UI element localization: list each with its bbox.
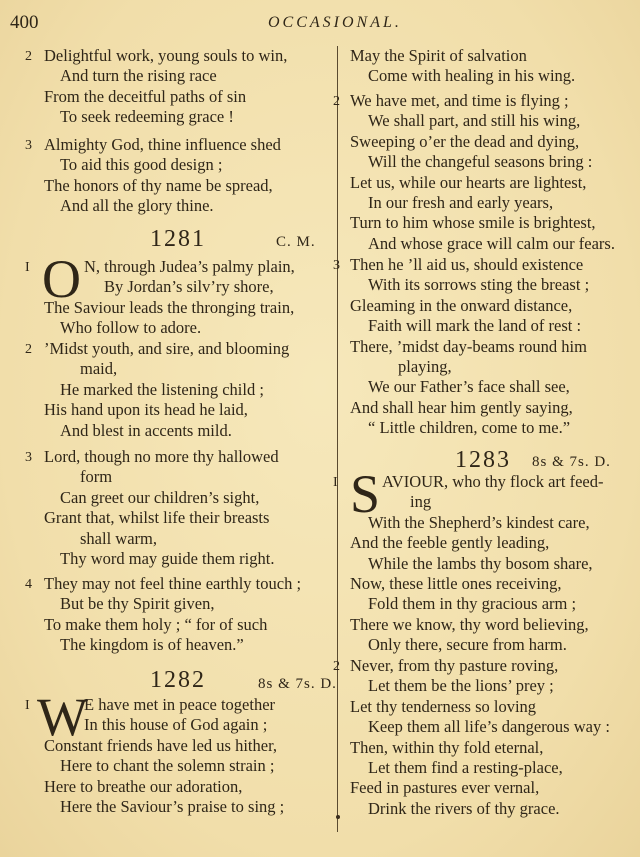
hymn-line: While the lambs thy bosom share, [368, 553, 593, 573]
hymn-line: Turn to him whose smile is brightest, [350, 213, 596, 233]
hymn-line: Will the changeful seasons bring : [368, 152, 593, 172]
hymn-line: And the feeble gently leading, [350, 533, 550, 553]
hymn-line: Drink the rivers of thy grace. [368, 798, 560, 818]
hymn-line: N, through Judea’s palmy plain, [84, 257, 295, 276]
verse-number: I [333, 475, 338, 490]
hymn-line: In this house of God again ; [84, 715, 268, 735]
hymn-line: With its sorrows sting the breast ; [368, 275, 590, 295]
hymn-line: Come with healing in his wing. [368, 66, 576, 86]
hymn-line: The Saviour leads the thronging train, [44, 297, 295, 317]
hymn-line: playing, [398, 357, 452, 376]
hymn-line: Here the Saviour’s praise to sing ; [60, 797, 285, 816]
hymn-line: His hand upon its head he laid, [44, 400, 248, 420]
hymn-line: Only there, secure from harm. [368, 635, 567, 655]
hymn-line: From the deceitful paths of sin [44, 86, 247, 106]
hymn-line: The honors of thy name be spread, [44, 175, 273, 195]
hymn-line: With the Shepherd’s kindest care, [368, 512, 590, 532]
hymn-number: 1281 [150, 226, 206, 252]
hymn-line: We have met, and time is flying ; [350, 91, 569, 110]
drop-cap: O [42, 249, 81, 309]
drop-cap: S [350, 464, 381, 524]
hymn-line: Feed in pastures ever vernal, [350, 778, 540, 798]
column-divider [337, 46, 338, 832]
verse-number: 3 [25, 450, 32, 465]
hymn-line: And shall hear him gently saying, [350, 397, 573, 417]
hymn-line: Lord, though no more thy hallowed [44, 447, 279, 466]
page-number: 400 [10, 12, 39, 33]
hymn-line: Faith will mark the land of rest : [368, 316, 582, 336]
bullet-mark [336, 815, 340, 819]
hymn-line: Delightful work, young souls to win, [44, 46, 288, 65]
hymn-line: Gleaming in the onward distance, [350, 295, 573, 315]
verse-number: 2 [333, 659, 340, 674]
hymn-line: To make them holy ; “ for of such [44, 614, 268, 634]
hymn-line: May the Spirit of salvation [350, 46, 527, 65]
verse-number: 2 [333, 94, 340, 109]
hymn-line: Let them be the lions’ prey ; [368, 676, 554, 696]
hymn-line: Keep them all life’s dangerous way : [368, 717, 610, 737]
hymn-number: 1282 [150, 667, 206, 693]
hymn-line: Fold them in thy gracious arm ; [368, 594, 577, 614]
verse-number: 2 [25, 342, 32, 357]
running-head: OCCASIONAL. [268, 14, 402, 31]
hymn-line: “ Little children, come to me.” [368, 418, 571, 438]
hymn-line: Never, from thy pasture roving, [350, 656, 559, 675]
hymn-number: 1283 [455, 447, 511, 473]
hymn-line: Let thy tenderness so loving [350, 696, 537, 716]
hymn-line: There we know, thy word believing, [350, 614, 589, 634]
hymn-line: E have met in peace together [84, 695, 276, 714]
hymn-line: Constant friends have led us hither, [44, 735, 278, 755]
hymn-line: Who follow to adore. [60, 318, 202, 338]
hymn-line: And blest in accents mild. [60, 420, 232, 440]
hymn-line: Almighty God, thine influence shed [44, 135, 281, 154]
hymn-line: form [80, 467, 113, 487]
hymn-line: Here to breathe our adoration, [44, 776, 243, 796]
verse-number: 3 [25, 138, 32, 153]
hymn-meter: 8s & 7s. D. [532, 454, 611, 470]
hymn-meter: C. M. [276, 234, 316, 250]
verse-number: I [25, 698, 30, 713]
hymn-line: We our Father’s face shall see, [368, 377, 570, 397]
verse-number: 4 [25, 577, 32, 592]
hymn-line: ing [410, 492, 432, 512]
hymn-line: Here to chant the solemn strain ; [60, 756, 275, 776]
hymn-line: There, ’midst day-beams round him [350, 336, 587, 356]
hymn-line: Can greet our children’s sight, [60, 487, 260, 507]
drop-cap: W [37, 687, 88, 747]
verse-number: 3 [333, 258, 340, 273]
hymn-line: Thy word may guide them right. [60, 549, 275, 568]
hymn-line: By Jordan’s silv’ry shore, [104, 277, 274, 297]
hymn-line: He marked the listening child ; [60, 379, 264, 399]
hymn-line: And whose grace will calm our fears. [368, 233, 615, 253]
hymn-line: Now, these little ones receiving, [350, 574, 562, 593]
hymn-line: The kingdom is of heaven.” [60, 635, 244, 655]
hymn-line: Let them find a resting-place, [368, 758, 563, 777]
hymn-line: Sweeping o’er the dead and dying, [350, 131, 580, 151]
hymn-line: Grant that, whilst life their breasts [44, 508, 270, 528]
hymn-line: Let us, while our hearts are lightest, [350, 172, 587, 192]
hymn-line: But be thy Spirit given, [60, 594, 215, 614]
verse-number: 2 [25, 49, 32, 64]
hymn-line: Then, within thy fold eternal, [350, 737, 544, 757]
hymn-line: And turn the rising race [60, 66, 217, 86]
hymn-line: We shall part, and still his wing, [368, 111, 581, 131]
verse-number: I [25, 260, 30, 275]
hymn-line: In our fresh and early years, [368, 193, 554, 212]
hymn-line: Then he ’ll aid us, should existence [350, 255, 584, 274]
hymn-line: To aid this good design ; [60, 155, 223, 175]
hymn-line: ’Midst youth, and sire, and blooming [44, 339, 290, 358]
hymn-line: AVIOUR, who thy flock art feed- [382, 472, 604, 491]
hymn-line: shall warm, [80, 528, 157, 548]
hymn-line: maid, [80, 359, 118, 379]
hymn-line: And all the glory thine. [60, 196, 214, 216]
hymn-meter: 8s & 7s. D. [258, 676, 337, 692]
hymn-line: To seek redeeming grace ! [60, 107, 234, 127]
hymn-line: They may not feel thine earthly touch ; [44, 574, 302, 593]
